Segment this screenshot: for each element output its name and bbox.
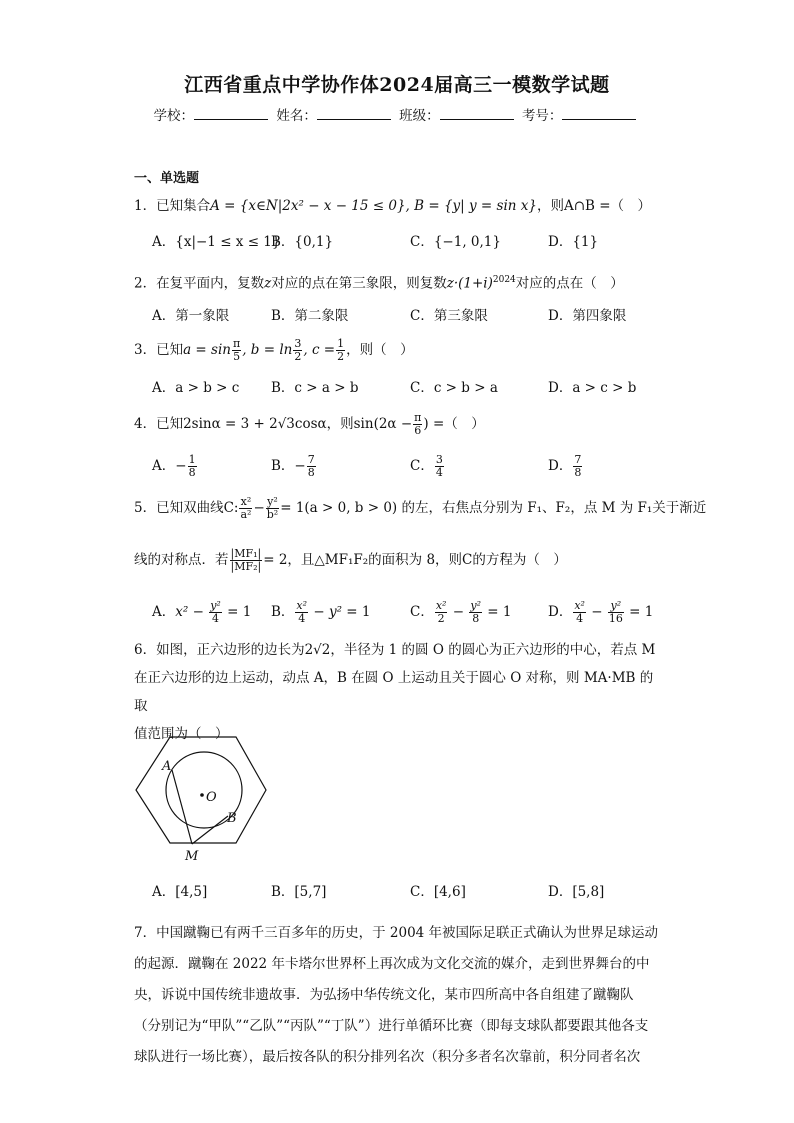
q3-b-expr: , b = ln — [242, 342, 293, 358]
q1-option-d[interactable]: D．{1} — [548, 234, 599, 250]
q6-line-3: 值范围为（ ） — [134, 726, 229, 742]
q2-option-b[interactable]: B．第二象限 — [271, 308, 349, 324]
name-blank[interactable] — [317, 106, 391, 120]
q3-options — [152, 374, 672, 402]
q5-frac-x2-a2: $\frac{\text{x²}}{\text{a²}}$ — [240, 495, 252, 521]
q1-number: 1． — [134, 198, 157, 214]
q6-option-d[interactable]: D．[5,8] — [548, 884, 605, 900]
hexagon-circle-figure — [134, 732, 274, 872]
segment-mb — [192, 816, 228, 844]
q5-option-a[interactable]: A．x² − $\frac{\text{y²}}{4}$ = 1 — [152, 599, 252, 625]
q4-options — [152, 452, 672, 480]
q3-pre: 已知 — [156, 342, 184, 358]
q2-number: 2． — [134, 275, 157, 292]
class-label: 班级： — [399, 108, 440, 124]
q5-line1-b: = 1(a > 0, b > 0) 的左，右焦点分别为 F₁、F₂，点 M 为 F₁关于渐近 — [280, 500, 707, 516]
q3-option-a[interactable]: A．a > b > c — [152, 380, 240, 396]
q6-option-b[interactable]: B．[5,7] — [271, 884, 327, 900]
q1-option-a[interactable]: A．{x|−1 ≤ x ≤ 1} — [152, 234, 281, 250]
label-a: A — [162, 759, 172, 774]
question-5-line-2 — [134, 546, 567, 574]
question-2 — [134, 266, 624, 298]
q5-option-b[interactable]: B． $\frac{\text{x²}}{4}$ − y² = 1 — [271, 599, 371, 625]
q3-a-expr: a = sin — [183, 342, 231, 358]
q5-line2-a: 线的对称点．若 — [134, 552, 229, 568]
question-4 — [134, 410, 485, 438]
segment-ma — [172, 770, 192, 844]
q5-frac-y2-b2: $\frac{\text{y²}}{\text{b²}}$ — [266, 495, 279, 521]
q7-line-1: 7．中国蹴鞠已有两千三百多年的历史，于 2004 年被国际足联正式确认为世界足球运动 — [134, 925, 659, 941]
question-3 — [134, 336, 414, 364]
q1-option-c[interactable]: C．{−1, 0,1} — [410, 234, 501, 250]
q4-option-a[interactable]: A．− $\frac{1}{8}$ — [152, 453, 196, 479]
q3-post: ，则（ ） — [346, 342, 414, 358]
q2-var-z: z — [264, 275, 272, 292]
section-heading: 一、单选题 — [134, 171, 200, 186]
label-o: O — [206, 790, 217, 805]
q6-option-c[interactable]: C．[4,6] — [410, 884, 466, 900]
q2-text-a: 在复平面内，复数 — [156, 275, 265, 292]
q3-number: 3． — [134, 342, 157, 358]
q1-pre: 已知集合 — [156, 198, 211, 214]
q6-option-a[interactable]: A．[4,5] — [152, 884, 208, 900]
q6-line-1: 6．如图，正六边形的边长为2√2，半径为 1 的圆 O 的圆心为正六边形的中心，若点 M — [134, 642, 656, 658]
q3-option-c[interactable]: C．c > b > a — [410, 380, 498, 396]
exam-number-label: 考号： — [521, 108, 563, 124]
q7-line-4: （分别记为“甲队”“乙队”“丙队”“丁队”）进行单循环比赛（即每支球队都要跟其他各支 — [134, 1018, 649, 1034]
q2-option-d[interactable]: D．第四象限 — [548, 308, 627, 324]
exam-number-blank[interactable] — [562, 106, 636, 120]
class-blank[interactable] — [440, 106, 514, 120]
q2-options — [152, 302, 672, 330]
q7-line-3: 央，诉说中国传统非遗故事．为弘扬中华传统文化，某市四所高中各自组建了蹴鞠队 — [134, 987, 634, 1003]
q5-option-d[interactable]: D． $\frac{\text{x²}}{4}$ − $\frac{\text{y²}}{16}$ = 1 — [548, 599, 654, 625]
q5-number: 5． — [134, 500, 157, 516]
q4-number: 4． — [134, 416, 157, 432]
q1-sets: A = {x∈N|2x² − x − 15 ≤ 0}, B = {y| y = sin x} — [210, 198, 537, 214]
q5-options — [152, 598, 672, 626]
q7-line-5: 球队进行一场比赛），最后按各队的积分排列名次（积分多者名次靠前，积分同者名次 — [134, 1049, 641, 1065]
hexagon-shape — [136, 737, 266, 843]
student-info-row — [0, 104, 794, 124]
q2-expr: z·(1+i) — [446, 275, 493, 292]
q2-option-c[interactable]: C．第三象限 — [410, 308, 488, 324]
q1-post: ，则A∩B =（ ） — [536, 198, 652, 214]
question-5-line-1: 5．已知双曲线C: $\frac{\text{x²}}{\text{a²}}$ − $\frac{\text{y²}}{\text{b²}}$ = 1(a > 0, b > 0) 的左，右焦点分别为 F₁、F₂，点 M 为 F₁关于渐近 — [134, 495, 707, 521]
q3-frac-3-2: $\frac{3}{2}$ — [294, 337, 302, 363]
q1-option-b[interactable]: B．{0,1} — [271, 234, 334, 250]
label-m: M — [185, 849, 199, 864]
school-label: 学校： — [153, 108, 195, 124]
q2-power: 2024 — [492, 275, 516, 285]
q4-frac-pi-6: $\frac{\pi}{6}$ — [414, 411, 422, 437]
q3-c-expr: , c = — [303, 342, 336, 358]
question-1 — [134, 192, 651, 220]
q4-pre: 已知2sinα = 3 + 2√3cosα，则sin(2α − — [156, 416, 413, 432]
q2-text-b: 对应的点在第三象限，则复数 — [271, 275, 447, 292]
label-b: B — [227, 811, 237, 826]
q6-options — [152, 878, 672, 906]
q4-post: ) =（ ） — [423, 416, 485, 432]
q3-frac-1-2: $\frac{1}{2}$ — [337, 337, 345, 363]
q4-option-c[interactable]: C． $\frac{3}{4}$ — [410, 453, 443, 479]
q7-line-2: 的起源．蹴鞠在 2022 年卡塔尔世界杯上再次成为文化交流的媒介，走到世界舞台的中 — [134, 956, 650, 972]
question-7 — [134, 918, 660, 1073]
page-title: 江西省重点中学协作体2024届高三一模数学试题 — [184, 74, 610, 96]
q5-option-c[interactable]: C． $\frac{\text{x²}}{2}$ − $\frac{\text{y²}}{8}$ = 1 — [410, 599, 512, 625]
center-dot — [200, 793, 204, 797]
q4-option-d[interactable]: D． $\frac{7}{8}$ — [548, 453, 582, 479]
q6-line-2: 在正六边形的边上运动，动点 A，B 在圆 O 上运动且关于圆心 O 对称，则 MA·MB 的取 — [134, 670, 654, 714]
name-label: 姓名： — [276, 108, 317, 124]
q5-line2-b: = 2，且△MF₁F₂的面积为 8，则C的方程为（ ） — [263, 552, 567, 568]
q1-options — [152, 228, 672, 256]
q3-option-d[interactable]: D．a > c > b — [548, 380, 637, 396]
q3-option-b[interactable]: B．c > a > b — [271, 380, 359, 396]
q5-line1-a: 已知双曲线C: — [156, 500, 239, 516]
school-blank[interactable] — [194, 106, 268, 120]
q2-text-c: 对应的点在（ ） — [515, 275, 624, 292]
q5-frac-mf: $\frac{\text{|MF₁|}}{\text{|MF₂|}}$ — [230, 547, 262, 573]
q4-option-b[interactable]: B．− $\frac{7}{8}$ — [271, 453, 315, 479]
q2-option-a[interactable]: A．第一象限 — [152, 308, 230, 324]
q3-frac-pi-5: $\frac{\pi}{5}$ — [232, 337, 241, 363]
